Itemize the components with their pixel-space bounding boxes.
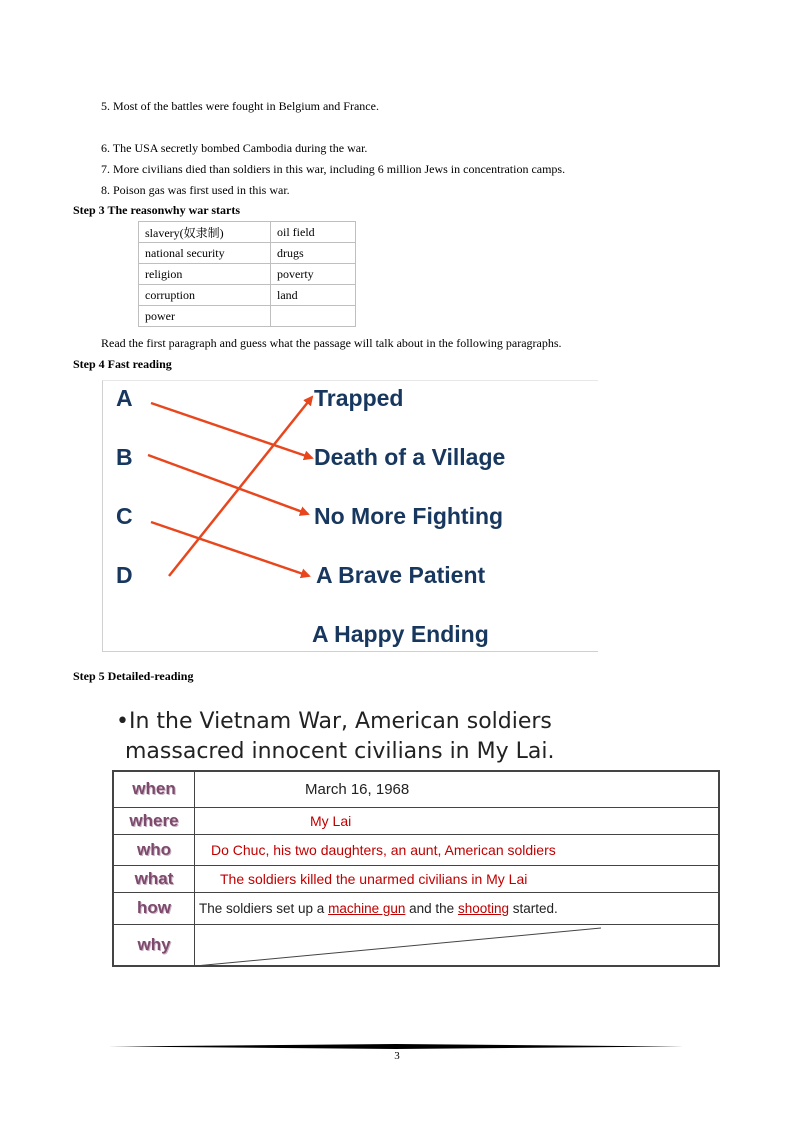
table-row <box>113 892 719 924</box>
statement-7: 7. More civilians died than soldiers in this war, including 6 million Jews in concentration camps. <box>101 162 566 176</box>
how-text-3: started. <box>508 900 558 916</box>
letter-c: C <box>116 503 133 529</box>
table-row <box>113 865 719 892</box>
key-what: what <box>113 865 195 892</box>
title-no-more-fighting: No More Fighting <box>314 503 504 529</box>
how-blank-2: shooting <box>457 900 509 916</box>
detailed-reading-table <box>112 770 720 967</box>
bullet-line-2: massacred innocent civilians in My Lai. <box>125 739 555 764</box>
arrow-b-to-no-more-fighting <box>148 455 308 514</box>
title-trapped: Trapped <box>314 385 404 411</box>
how-text-1: The soldiers set up a <box>199 900 329 916</box>
table-cell: power <box>139 306 271 327</box>
how-blank-1: machine gun <box>328 900 406 916</box>
value-where: My Lai <box>195 807 720 834</box>
step4-heading: Step 4 Fast reading <box>73 357 172 371</box>
statement-6: 6. The USA secretly bombed Cambodia during the war. <box>101 141 368 155</box>
bullet-text <box>116 707 554 767</box>
table-cell: slavery(奴隶制) <box>139 222 271 243</box>
table-cell: religion <box>139 264 271 285</box>
value-who: Do Chuc, his two daughters, an aunt, American soldiers <box>195 834 720 865</box>
table-cell: poverty <box>271 264 356 285</box>
step5-heading: Step 5 Detailed-reading <box>73 669 194 683</box>
table-cell: corruption <box>139 285 271 306</box>
table-row <box>113 834 719 865</box>
step3-heading: Step 3 The reasonwhy war starts <box>73 203 241 217</box>
letter-a: A <box>116 385 133 411</box>
title-death-of-a-village: Death of a Village <box>314 444 506 470</box>
arrow-a-to-death-of-a-village <box>151 403 312 458</box>
letter-b: B <box>116 444 133 470</box>
table-row <box>113 807 719 834</box>
letter-d: D <box>116 562 133 588</box>
table-cell: drugs <box>271 243 356 264</box>
value-why <box>195 924 720 966</box>
title-a-brave-patient: A Brave Patient <box>316 562 486 588</box>
table-cell: oil field <box>271 222 356 243</box>
value-when: March 16, 1968 <box>195 771 720 807</box>
arrow-d-to-trapped <box>169 397 312 576</box>
table-cell: land <box>271 285 356 306</box>
key-how: how <box>113 892 195 924</box>
table-row <box>113 924 719 966</box>
statement-5: 5. Most of the battles were fought in Belgium and France. <box>101 99 379 113</box>
table-row <box>113 771 719 807</box>
footer-rule <box>108 1044 684 1049</box>
statement-8: 8. Poison gas was first used in this war. <box>101 183 290 197</box>
key-where: where <box>113 807 195 834</box>
title-a-happy-ending: A Happy Ending <box>312 621 489 647</box>
instruction-text: Read the first paragraph and guess what the passage will talk about in the following paragraphs. <box>101 336 562 350</box>
diagonal-line <box>195 925 603 967</box>
bullet-line-1: •In the Vietnam War, American soldiers <box>116 709 552 734</box>
page-number: 3 <box>394 1050 400 1062</box>
table-cell: national security <box>139 243 271 264</box>
how-text-2: and the <box>405 900 458 916</box>
value-how <box>195 892 720 924</box>
key-why: why <box>113 924 195 966</box>
key-when: when <box>113 771 195 807</box>
value-what: The soldiers killed the unarmed civilians in My Lai <box>195 865 720 892</box>
key-who: who <box>113 834 195 865</box>
